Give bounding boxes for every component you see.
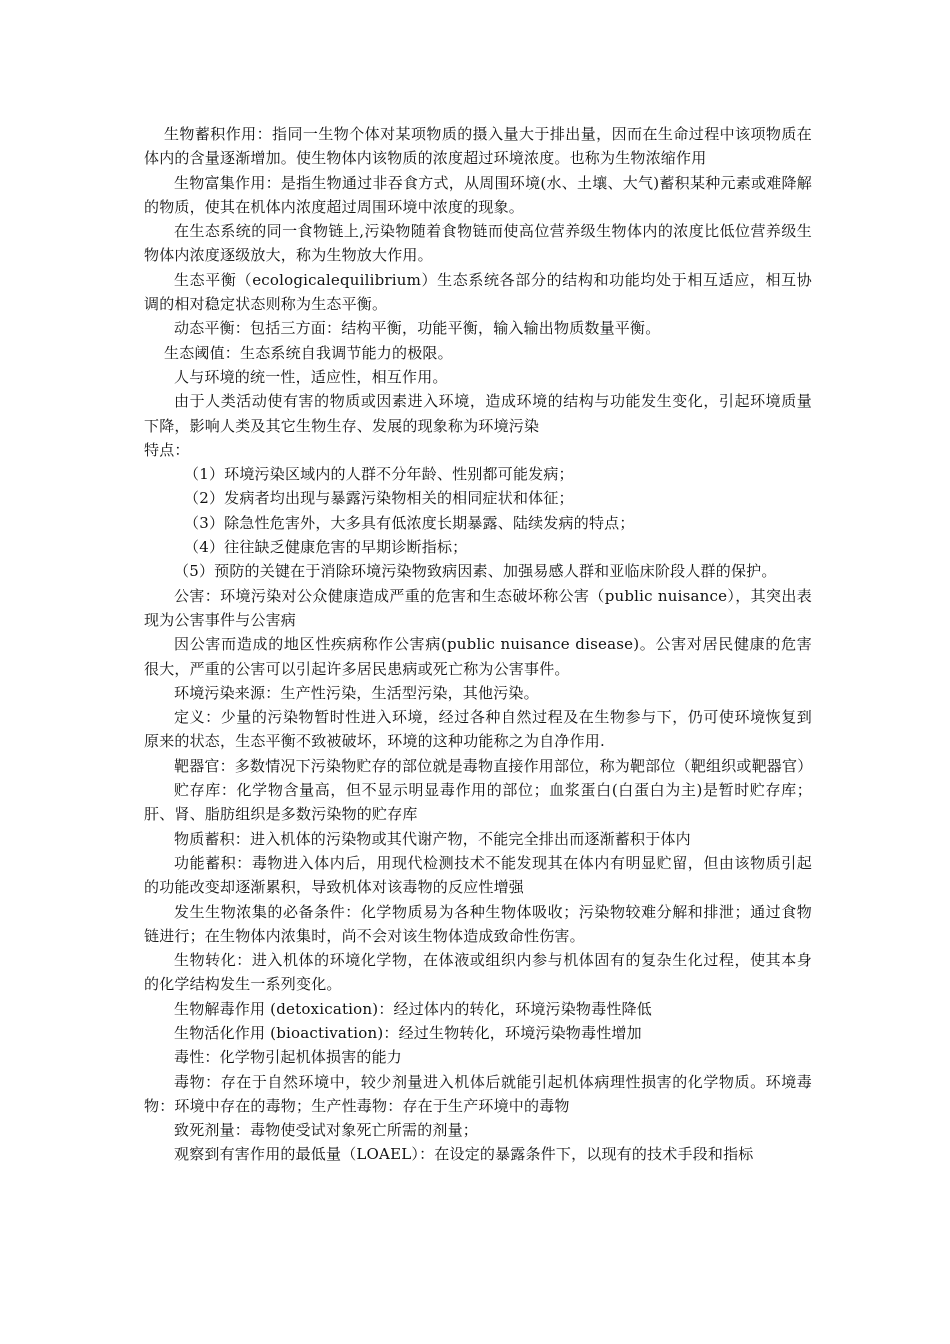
list-item-feature-5: （5）预防的关键在于消除环境污染物致病因素、加强易感人群和亚临床阶段人群的保护。 xyxy=(174,562,777,581)
list-item-feature-2: （2）发病者均出现与暴露污染物相关的相同症状和体征； xyxy=(184,489,574,508)
list-item-feature-3: （3）除急性危害外，大多具有低浓度长期暴露、陆续发病的特点； xyxy=(184,513,635,532)
paragraph-functional-accumulation: 功能蓄积：毒物进入体内后，用现代检测技术不能发现其在体内有明显贮留，但由该物质引起的功能改变却逐渐累积，导致机体对该毒物的反应性增强 xyxy=(144,853,812,897)
paragraph-bioactivation: 生物活化作用 (bioactivation)：经过生物转化，环境污染物毒性增加 xyxy=(174,1023,642,1042)
paragraph-lethal-dose: 致死剂量：毒物使受试对象死亡所需的剂量； xyxy=(174,1121,479,1140)
paragraph-bioconcentration-conditions: 发生生物浓集的必备条件：化学物质易为各种生物体吸收；污染物较难分解和排泄；通过食物链进行；在生物体内浓集时，尚不会对该生物体造成致命性伤害。 xyxy=(144,902,812,945)
list-item-feature-1: （1）环境污染区域内的人群不分年龄、性别都可能发病； xyxy=(184,465,574,484)
paragraph-ecological-threshold: 生态阈值：生态系统自我调节能力的极限。 xyxy=(164,343,453,362)
paragraph-target-organ: 靶器官：多数情况下污染物贮存的部位就是毒物直接作用部位，称为靶部位（靶组织或靶器官） xyxy=(174,756,813,775)
paragraph-pollution-sources: 环境污染来源：生产性污染，生活型污染，其他污染。 xyxy=(174,683,539,702)
paragraph-biotransformation: 生物转化：进入机体的环境化学物，在体液或组织内参与机体固有的复杂生化过程，使其本身的化学结构发生一系列变化。 xyxy=(144,951,812,994)
paragraph-toxicity: 毒性：化学物引起机体损害的能力 xyxy=(174,1048,403,1067)
paragraph-self-purification: 定义：少量的污染物暂时性进入环境，经过各种自然过程及在生物参与下，仍可使环境恢复到原来的状态，生态平衡不致被破坏，环境的这种功能称之为自净作用. xyxy=(144,708,812,751)
paragraph-detoxication: 生物解毒作用 (detoxication)：经过体内的转化，环境污染物毒性降低 xyxy=(174,999,652,1018)
paragraph-environmental-pollution: 由于人类活动使有害的物质或因素进入环境，造成环境的结构与功能发生变化，引起环境质量下降，影响人类及其它生物生存、发展的现象称为环境污染 xyxy=(144,392,812,435)
list-item-feature-4: （4）往往缺乏健康危害的早期诊断指标； xyxy=(184,538,468,557)
paragraph-dynamic-balance: 动态平衡：包括三方面：结构平衡，功能平衡，输入输出物质数量平衡。 xyxy=(174,319,661,338)
paragraph-public-nuisance-disease: 因公害而造成的地区性疾病称作公害病(public nuisance disease)。公害对居民健康的危害很大，严重的公害可以引起许多居民患病或死亡称为公害事件。 xyxy=(144,635,812,678)
paragraph-bioconcentration: 生物富集作用：是指生物通过非吞食方式，从周围环境(水、土壤、大气)蓄积某种元素或难降解的物质，使其在机体内浓度超过周围环境中浓度的现象。 xyxy=(144,173,812,216)
paragraph-ecological-equilibrium: 生态平衡（ecologicalequilibrium）生态系统各部分的结构和功能均处于相互适应，相互协调的相对稳定状态则称为生态平衡。 xyxy=(144,270,812,314)
paragraph-toxicant: 毒物：存在于自然环境中，较少剂量进入机体后就能引起机体病理性损害的化学物质。环境毒物：环境中存在的毒物；生产性毒物：存在于生产环境中的毒物 xyxy=(144,1072,812,1115)
paragraph-biomagnification: 在生态系统的同一食物链上,污染物随着食物链而使高位营养级生物体内的浓度比低位营养级生物体内浓度逐级放大，称为生物放大作用。 xyxy=(144,222,812,265)
paragraph-features-heading: 特点： xyxy=(144,440,190,459)
paragraph-human-environment-unity: 人与环境的统一性，适应性，相互作用。 xyxy=(174,367,448,386)
paragraph-material-accumulation: 物质蓄积：进入机体的污染物或其代谢产物，不能完全排出而逐渐蓄积于体内 xyxy=(174,829,691,848)
paragraph-public-nuisance: 公害：环境污染对公众健康造成严重的危害和生态破坏称公害（public nuisance），其突出表现为公害事件与公害病 xyxy=(144,586,812,629)
document-page xyxy=(144,122,812,1167)
paragraph-bioaccumulation: 生物蓄积作用：指同一生物个体对某项物质的摄入量大于排出量，因而在生命过程中该项物质在体内的含量逐渐增加。使生物体内该物质的浓度超过环境浓度。也称为生物浓缩作用 xyxy=(144,125,812,168)
paragraph-storage-depot: 贮存库：化学物含量高，但不显示明显毒作用的部位；血浆蛋白(白蛋白为主)是暂时贮存库；肝、肾、脂肪组织是多数污染物的贮存库 xyxy=(144,781,812,824)
paragraph-loael: 观察到有害作用的最低量（LOAEL）：在设定的暴露条件下，以现有的技术手段和指标 xyxy=(174,1145,754,1164)
